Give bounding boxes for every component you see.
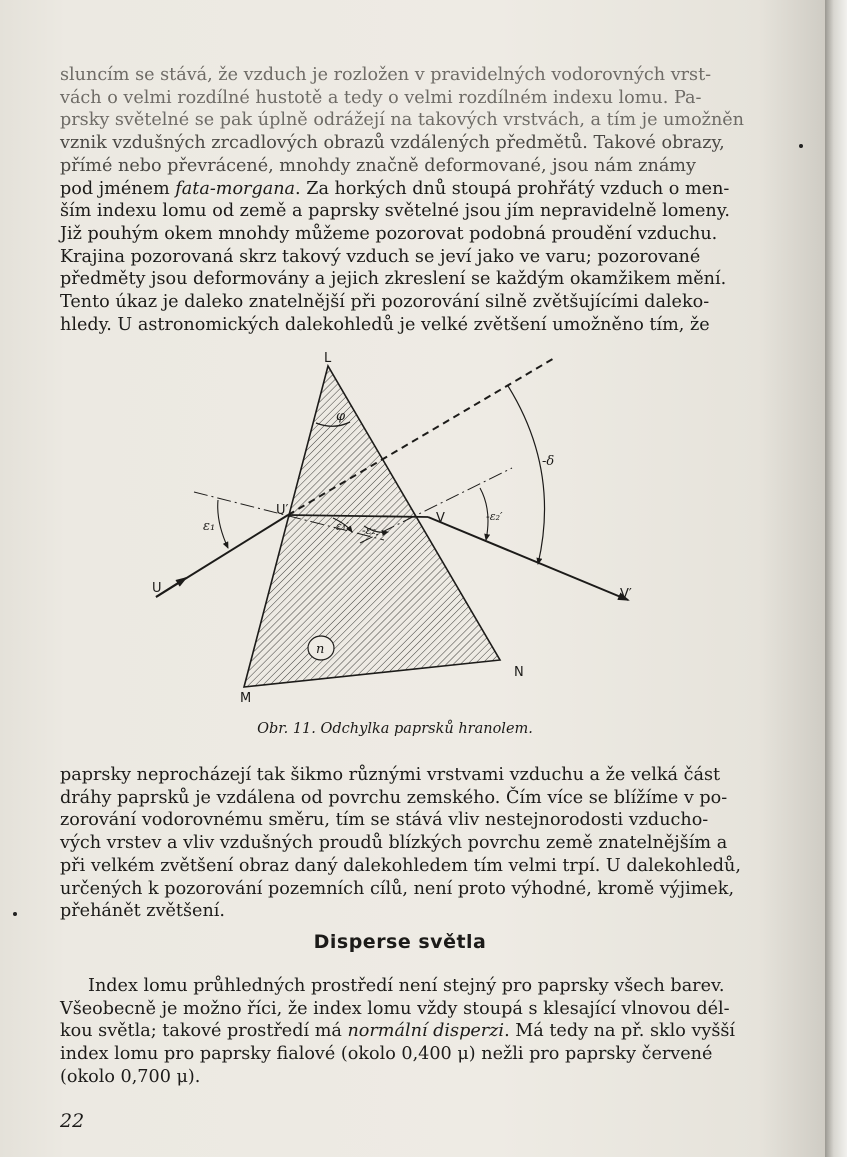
term-fata-morgana: fata-morgana: [175, 178, 296, 199]
refractive-index-label: n: [316, 642, 325, 657]
text-line: paprsky neprocházejí tak šikmo různými vrstvami vzduchu a že velká část: [60, 765, 721, 785]
point-label-U-prime: U′: [276, 503, 289, 518]
apex-angle-label: φ: [336, 409, 346, 424]
text-line: vých vrstev a vliv vzdušných proudů blízkých povrchu země znatelnějším a: [60, 833, 728, 854]
vertex-label-M: M: [240, 691, 252, 706]
point-label-U: U: [152, 581, 162, 596]
text-line: Již pouhým okem mnohdy můžeme pozorovat podobná proudění vzduchu.: [60, 223, 718, 244]
text-line: při velkém zvětšení obraz daný dalekohledem tím velmi trpí. U dalekohledů,: [60, 855, 741, 876]
text-line: vách o velmi rozdílné hustotě a tedy o velmi rozdílném indexu lomu. Pa-: [60, 87, 702, 108]
text-line: (okolo 0,700 μ).: [60, 1066, 201, 1087]
text-line: Všeobecně je možno říci, že index lomu vždy stoupá s klesající vlnovou dél-: [60, 998, 730, 1019]
print-speck: [13, 912, 17, 916]
text-line: vznik vzdušných zrcadlových obrazů vzdálených předmětů. Takové obrazy,: [60, 133, 725, 154]
text-line: Tento úkaz je daleko znatelnější při pozorování silně zvětšujícími daleko-: [60, 292, 710, 313]
term-normal-dispersion: normální disperzi: [347, 1021, 505, 1042]
deviation-label: -δ: [542, 454, 555, 469]
deviation-arc: [508, 386, 545, 564]
figure-caption: Obr. 11. Odchylka paprsků hranolem.: [257, 721, 533, 737]
point-label-V: V: [436, 511, 445, 526]
text-line: zorování vodorovnému směru, tím se stává vliv nestejnorodosti vzducho-: [60, 810, 709, 831]
text-line: Krajina pozorovaná skrz takový vzduch se jeví jako ve varu; pozorované: [60, 246, 701, 267]
minus-epsilon2-prime-label: -ε₂′: [486, 510, 503, 523]
text-line: prsky světelné se pak úplně odrážejí na takových vrstvách, a tím je umožněn: [60, 110, 745, 131]
vertex-label-N: N: [514, 665, 524, 680]
epsilon1-label: ε₁: [203, 519, 216, 534]
text-line: přímé nebo převrácené, mnohdy značně deformované, jsou nám známy: [60, 155, 696, 176]
epsilon1-prime-label: ε₁′: [336, 520, 349, 533]
text-line: kou světla; takové prostředí má normální disperzi. Má tedy na př. sklo vyšší: [60, 1021, 736, 1042]
text-line: určených k pozorování pozemních cílů, není proto výhodné, kromě výjimek,: [60, 878, 735, 899]
text-line: index lomu pro paprsky fialové (okolo 0,400 μ) nežli pro paprsky červené: [60, 1044, 713, 1065]
text-line: předměty jsou deformovány a jejich zkreslení se každým okamžikem mění.: [60, 269, 727, 290]
text-line: pod jménem fata-morgana. Za horkých dnů stoupá prohřátý vzduch o men-: [60, 178, 730, 199]
paragraph-3: [60, 975, 736, 1089]
text-line: ším indexu lomu od země a paprsky světelné jsou jím nepravidelně lomeny.: [60, 201, 730, 222]
text-line: Index lomu průhledných prostředí není stejný pro paprsky všech barev.: [88, 976, 725, 996]
print-speck: [799, 144, 803, 148]
epsilon1-arc: [218, 500, 228, 548]
page-number: 22: [60, 1110, 85, 1132]
text-line: přehánět zvětšení.: [60, 901, 225, 922]
minus-epsilon2-label: -ε₂: [362, 524, 377, 537]
section-heading: Disperse světla: [313, 931, 487, 953]
text-line: dráhy paprsků je vzdálena od povrchu zemského. Čím více se blížíme v po-: [60, 787, 728, 808]
text-line: sluncím se stává, že vzduch je rozložen v pravidelných vodorovných vrst-: [60, 65, 712, 85]
text-line: hledy. U astronomických dalekohledů je velké zvětšení umožněno tím, že: [60, 314, 710, 335]
vertex-label-L: L: [324, 351, 332, 366]
paragraph-2: [60, 764, 741, 923]
point-label-V-prime: V′: [620, 587, 632, 602]
